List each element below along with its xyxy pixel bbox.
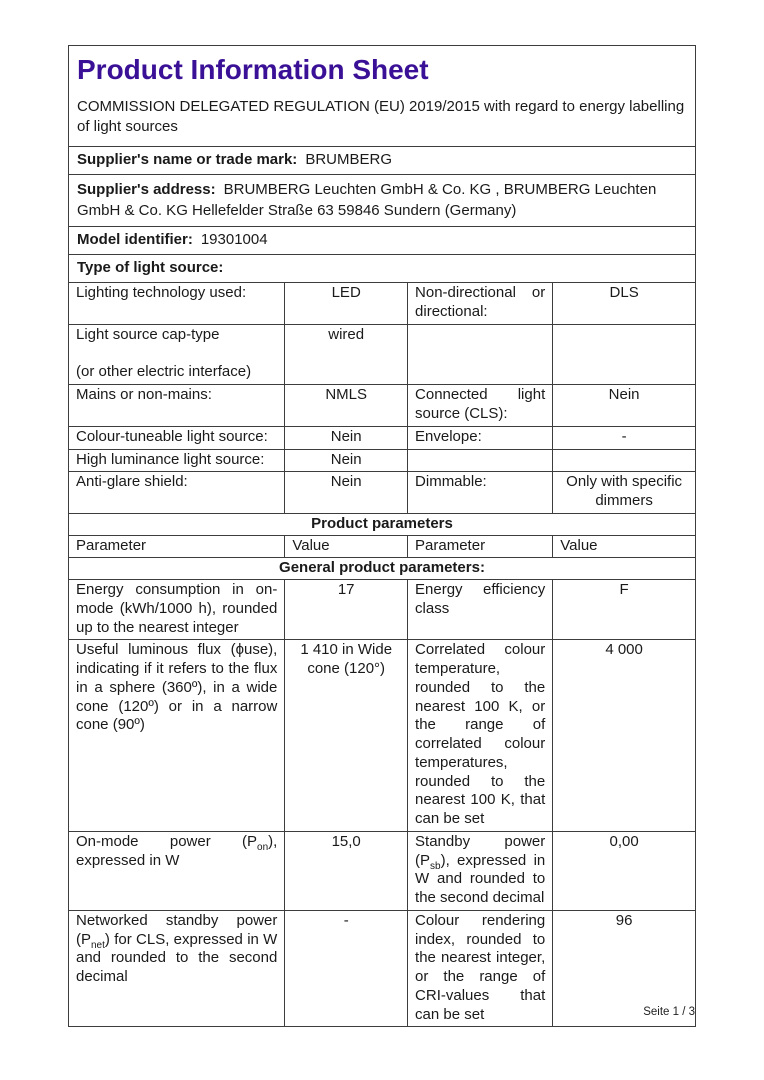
- model-identifier-label: Model identifier:: [77, 231, 193, 248]
- param-colour-tuneable: Colour-tuneable light source:: [76, 427, 268, 445]
- product-information-sheet: [68, 45, 696, 1027]
- regulation-subtitle: COMMISSION DELEGATED REGULATION (EU) 2019/2015 with regard to energy labelling of light sources: [77, 98, 685, 136]
- param-standby-power: Standby power $(P_{sb})$, expressed in W and rounded to the second decimal: [407, 832, 552, 910]
- value-directionality: DLS: [552, 283, 695, 324]
- value-energy-consumption: 17: [284, 580, 407, 639]
- supplier-name-value: BRUMBERG: [305, 150, 392, 168]
- param-connected-light-source: Connected light source (CLS):: [407, 385, 552, 426]
- value-cap-type: wired: [284, 325, 407, 384]
- value-on-mode-power: 15,0: [284, 832, 407, 910]
- general-product-parameters-heading: General product parameters:: [69, 558, 695, 580]
- param-empty: [407, 450, 552, 472]
- param-empty: [407, 325, 552, 384]
- value-colour-rendering-index: 96: [552, 911, 695, 1027]
- value-empty: [552, 450, 695, 472]
- table-row: [69, 450, 695, 473]
- param-high-luminance: High luminance light source:: [76, 450, 265, 468]
- param-cap-type: Light source cap-type (or other electric interface): [76, 325, 252, 380]
- param-envelope: Envelope:: [407, 427, 552, 449]
- param-anti-glare: Anti-glare shield:: [76, 473, 188, 491]
- page-number: Seite 1 / 3: [643, 1006, 695, 1018]
- value-energy-efficiency-class: F: [552, 580, 695, 639]
- header-block: [69, 46, 695, 147]
- table-row: [69, 472, 695, 514]
- param-useful-luminous-flux: Useful luminous flux (ϕuse), indicating if it refers to the flux in a sphere (360º), in a wide cone (120º) or in a narrow cone (90º): [76, 641, 278, 734]
- table-row: [69, 385, 695, 427]
- table-row: [69, 832, 695, 911]
- value-colour-tuneable: Nein: [284, 427, 407, 449]
- value-mains: NMLS: [284, 385, 407, 426]
- model-identifier-value: 19301004: [200, 231, 268, 248]
- param-networked-standby-power: Networked standby power $(P_{net})$ for CLS, expressed in W and rounded to the second decimal: [76, 911, 278, 985]
- value-connected-light-source: Nein: [552, 385, 695, 426]
- column-header-value-1: Value: [284, 536, 407, 558]
- table-row: [69, 911, 695, 1027]
- model-identifier-row: [69, 227, 695, 255]
- column-header-value-2: Value: [552, 536, 695, 558]
- param-energy-consumption: Energy consumption in on-mode (kWh/1000 h), rounded up to the nearest integer: [76, 581, 278, 636]
- supplier-address-row: [69, 175, 695, 228]
- value-useful-luminous-flux: 1 410 in Wide cone (120°): [284, 640, 407, 831]
- type-of-light-source-heading: Type of light source:: [69, 255, 695, 283]
- table-row: [69, 640, 695, 832]
- value-empty: [552, 325, 695, 384]
- product-parameters-heading: Product parameters: [69, 514, 695, 536]
- table-row: [69, 325, 695, 385]
- value-anti-glare: Nein: [284, 472, 407, 513]
- column-header-parameter-1: Parameter: [76, 536, 147, 554]
- table-row: [69, 283, 695, 325]
- column-header-parameter-2: Parameter: [407, 536, 552, 558]
- table-row: [69, 427, 695, 450]
- param-mains: Mains or non-mains:: [76, 385, 212, 403]
- param-lighting-technology: Lighting technology used:: [76, 284, 247, 301]
- param-energy-efficiency-class: Energy efficiency class: [407, 580, 552, 639]
- supplier-name-label: Supplier's name or trade mark:: [77, 150, 298, 168]
- value-standby-power: 0,00: [552, 832, 695, 910]
- value-networked-standby-power: -: [284, 911, 407, 1027]
- param-directionality: Non-directional or directional:: [407, 283, 552, 324]
- value-correlated-colour-temperature: 4 000: [552, 640, 695, 831]
- value-high-luminance: Nein: [284, 450, 407, 472]
- table-header-row: [69, 536, 695, 559]
- supplier-address-value: BRUMBERG Leuchten GmbH & Co. KG , BRUMBERG Leuchten GmbH & Co. KG Hellefelder Straße 63 59846 Sundern (Germany): [77, 180, 657, 220]
- page-title: Product Information Sheet: [77, 54, 429, 85]
- table-row: [69, 580, 695, 640]
- value-envelope: -: [552, 427, 695, 449]
- supplier-address-label: Supplier's address:: [77, 180, 216, 198]
- param-correlated-colour-temperature: Correlated colour temperature, rounded to the nearest 100 K, or the range of correlated colour temperatures, rounded to the nearest 100 K, that can be set: [407, 640, 552, 831]
- supplier-name-row: [69, 147, 695, 175]
- value-dimmable: Only with specific dimmers: [552, 472, 695, 513]
- value-lighting-technology: LED: [284, 283, 407, 324]
- param-colour-rendering-index: Colour rendering index, rounded to the nearest integer, or the range of CRI-values that can be set: [407, 911, 552, 1027]
- param-on-mode-power: On-mode power $(P_{on})$, expressed in W: [76, 832, 278, 869]
- param-dimmable: Dimmable:: [407, 472, 552, 513]
